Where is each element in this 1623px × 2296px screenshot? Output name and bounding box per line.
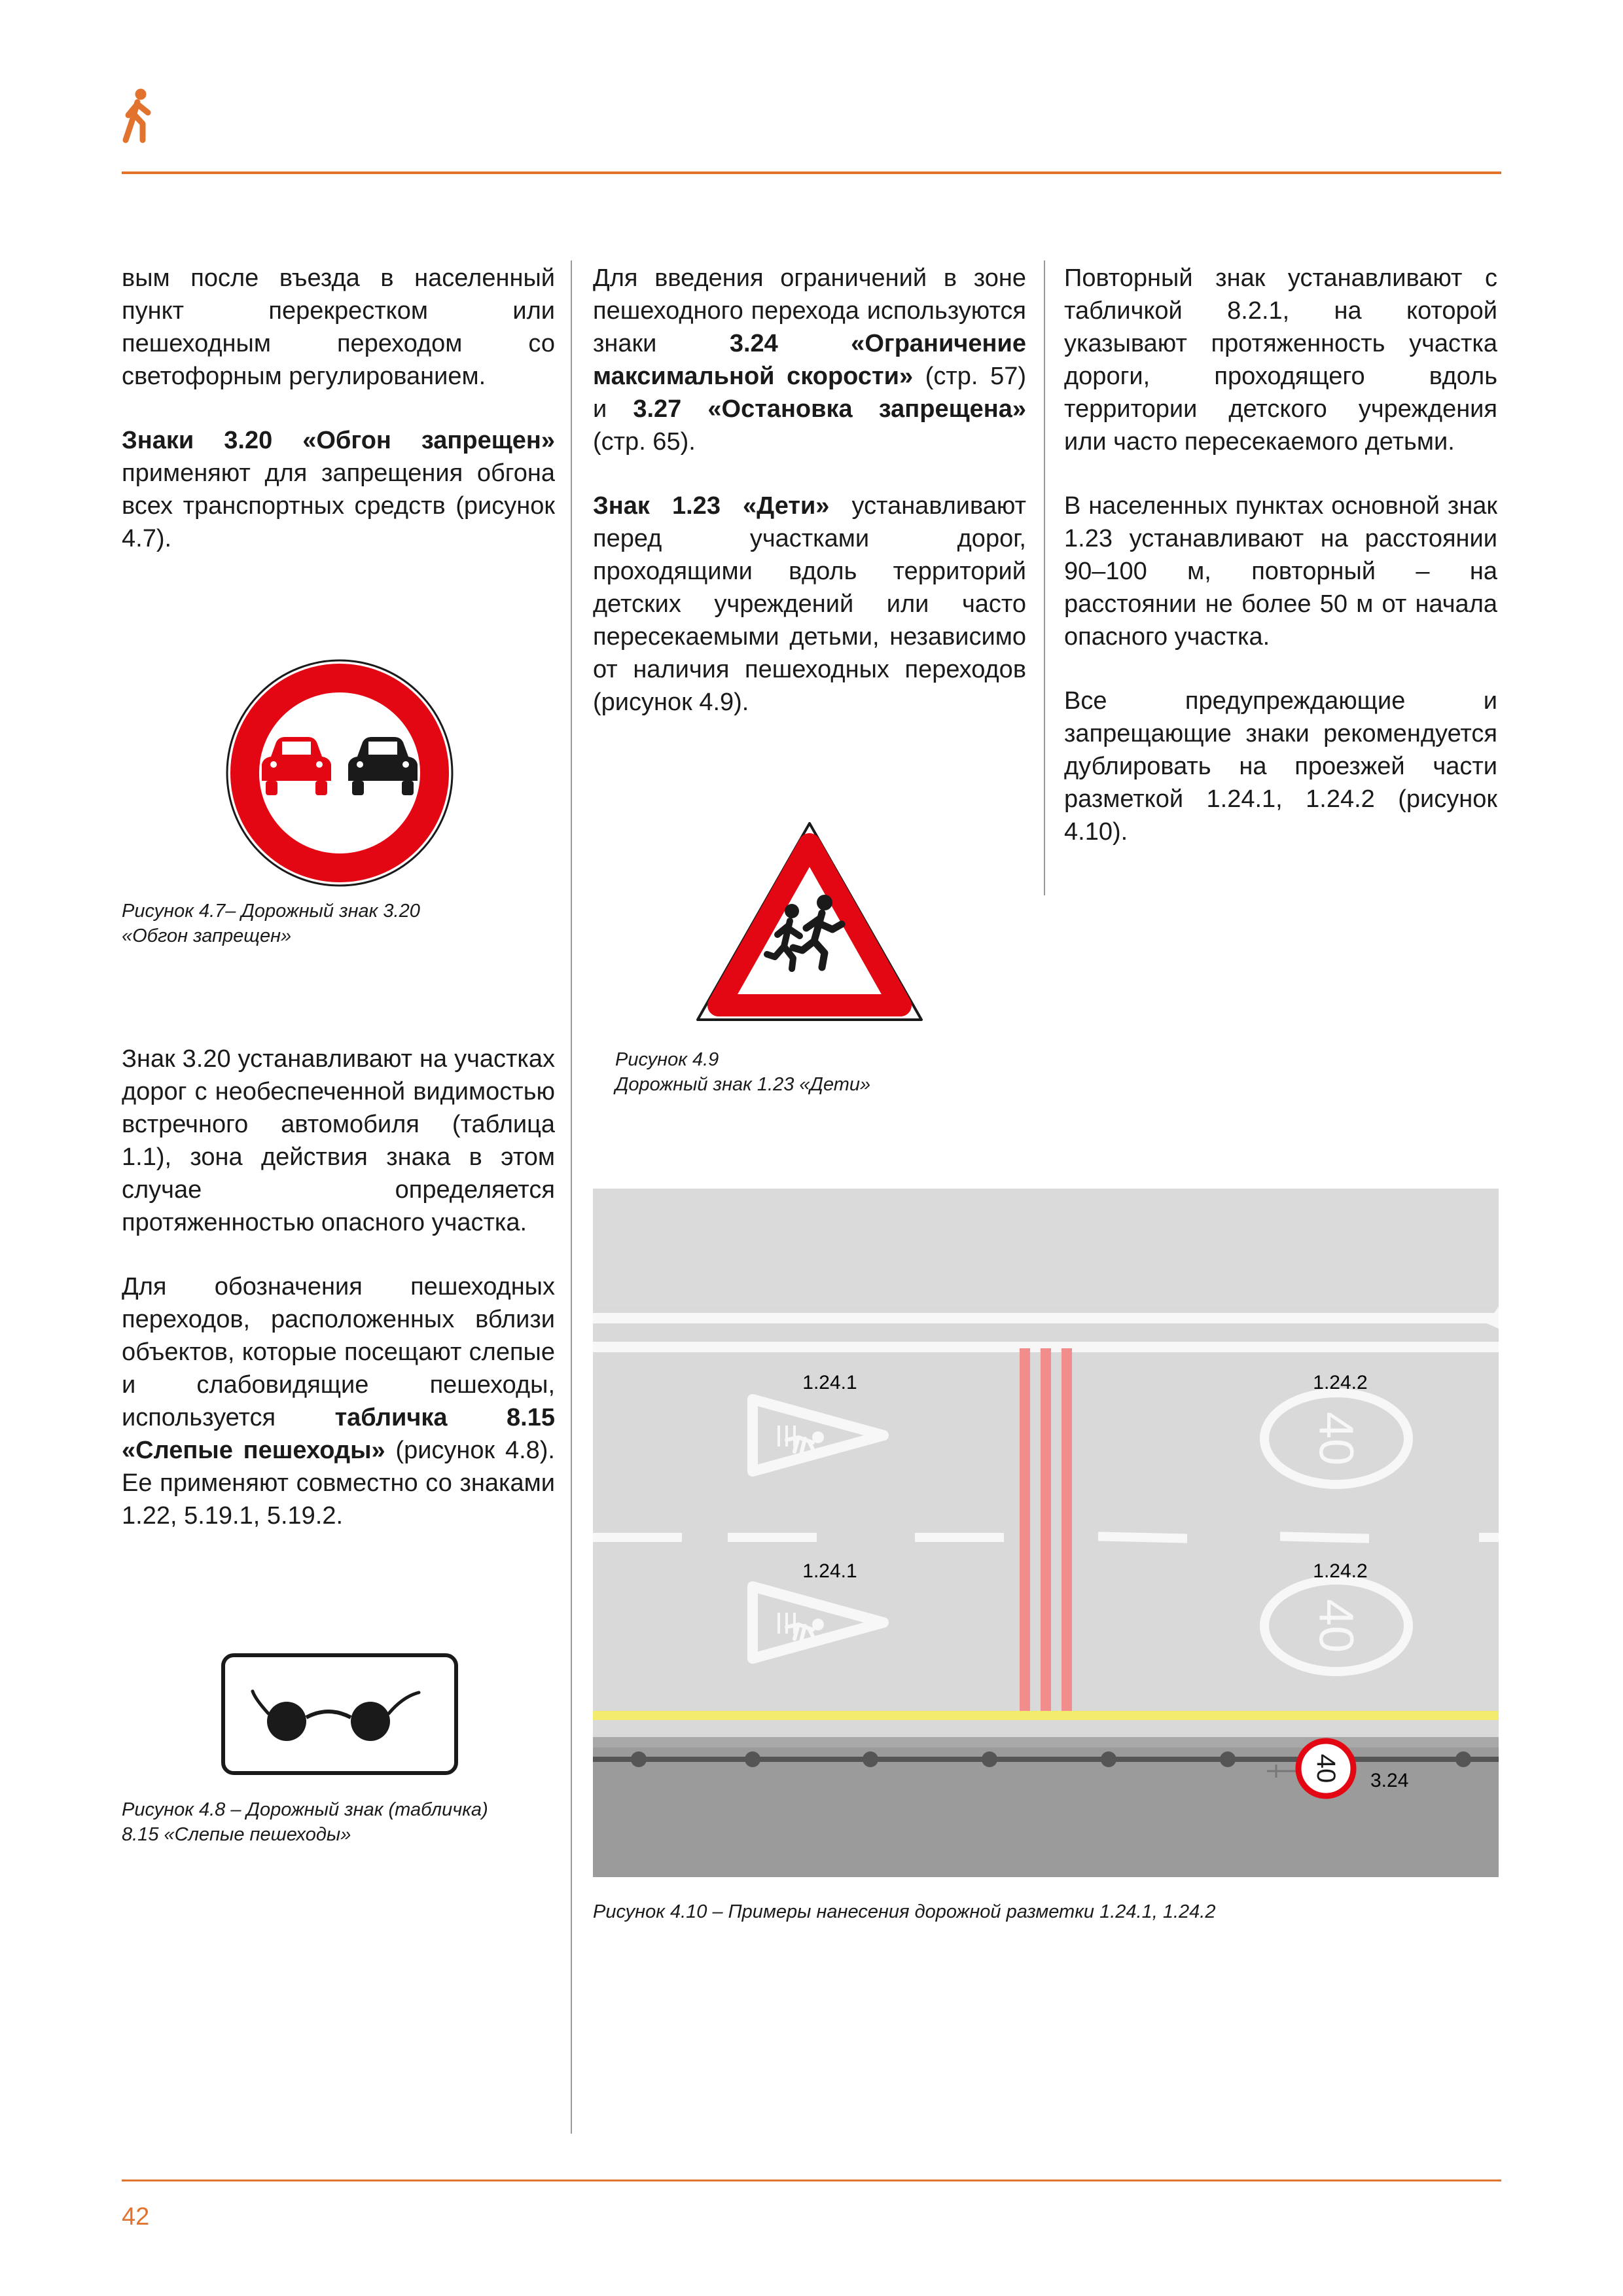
no-overtaking-sign	[221, 655, 458, 891]
col1-text-bottom	[122, 1043, 555, 1532]
fig49-caption: Рисунок 4.9 Дорожный знак 1.23 «Дети»	[615, 1049, 871, 1095]
fig410-caption: Рисунок 4.10 – Примеры нанесения дорожной разметки 1.24.1, 1.24.2	[593, 1901, 1216, 1922]
col1-paragraph-3: Знак 3.20 устанавливают на участках дорог с необеспеченной видимостью встречного автомобиля (таблица 1.1), зона действия знака в этом случае определяется протяженностью опасного участка.	[122, 1045, 555, 1236]
col1-text-top	[122, 262, 555, 555]
road-marking-figure	[593, 1189, 1499, 1877]
label-324: 3.24	[1370, 1770, 1409, 1791]
yellow-edge-line	[593, 1711, 1499, 1720]
label-1242-bottom: 1.24.2	[1313, 1560, 1368, 1582]
col2-paragraph-2: Знак 1.23 «Дети» устанавливают перед участками дорог, проходящими вдоль территорий детских учреждений или часто пересекаемыми детьми, независимо от наличия пешеходных переходов (рисунок 4.9).	[593, 492, 1026, 716]
col1-paragraph-4: Для обозначения пешеходных переходов, расположенных вблизи объектов, которые посещают слепые и слабовидящие пешеходы, используется табличка 8.15 «Слепые пешеходы» (рисунок 4.8). Ее применяют совместно со знаками 1.22, 5.19.1, 5.19.2.	[122, 1273, 555, 1530]
blind-pedestrians-plate	[221, 1653, 458, 1775]
marking-1242-bottom-number: 40	[1309, 1598, 1364, 1653]
column-divider-1	[571, 260, 572, 2134]
fig47-caption: Рисунок 4.7– Дорожный знак 3.20 «Обгон запрещен»	[122, 901, 420, 946]
label-1242-top: 1.24.2	[1313, 1372, 1368, 1393]
col3-paragraph-1: Повторный знак устанавливают с табличкой 8.2.1, на которой указывают протяженность участка дороги, проходящего вдоль территории детского учреждения или часто пересекаемого детьми.	[1064, 264, 1497, 456]
marking-1242-top-number: 40	[1309, 1411, 1364, 1466]
col1-paragraph-1: вым после въезда в населенный пункт перекрестком или пешеходным переходом со светофорным регулированием.	[122, 264, 555, 390]
col2-text	[593, 262, 1026, 719]
header-rule	[122, 171, 1501, 174]
col1-paragraph-2: Знаки 3.20 «Обгон запрещен» применяют для запрещения обгона всех транспортных средств (рисунок 4.7).	[122, 427, 555, 552]
col3-text	[1064, 262, 1497, 848]
column-divider-2	[1044, 260, 1045, 895]
col3-paragraph-3: Все предупреждающие и запрещающие знаки рекомендуется дублировать на проезжей части разметкой 1.24.1, 1.24.2 (рисунок 4.10).	[1064, 687, 1497, 846]
pedestrian-icon	[119, 88, 158, 144]
page-number: 42	[122, 2203, 150, 2231]
col2-paragraph-1: Для введения ограничений в зоне пешеходного перехода используются знаки 3.24 «Ограничение максимальной скорости» (стр. 57) и 3.27 «Остановка запрещена» (стр. 65).	[593, 264, 1026, 456]
children-warning-sign	[694, 819, 925, 1025]
footer-rule	[122, 2179, 1501, 2181]
speed-limit-number: 40	[1311, 1753, 1340, 1784]
crosswalk-red-lines	[1020, 1348, 1072, 1717]
label-1241-bottom: 1.24.1	[802, 1560, 857, 1582]
label-1241-top: 1.24.1	[802, 1372, 857, 1393]
fig48-caption: Рисунок 4.8 – Дорожный знак (табличка) 8.15 «Слепые пешеходы»	[122, 1799, 488, 1845]
col3-paragraph-2: В населенных пунктах основной знак 1.23 устанавливают на расстоянии 90–100 м, повторный – на расстоянии не более 50 м от начала опасного участка.	[1064, 492, 1497, 651]
